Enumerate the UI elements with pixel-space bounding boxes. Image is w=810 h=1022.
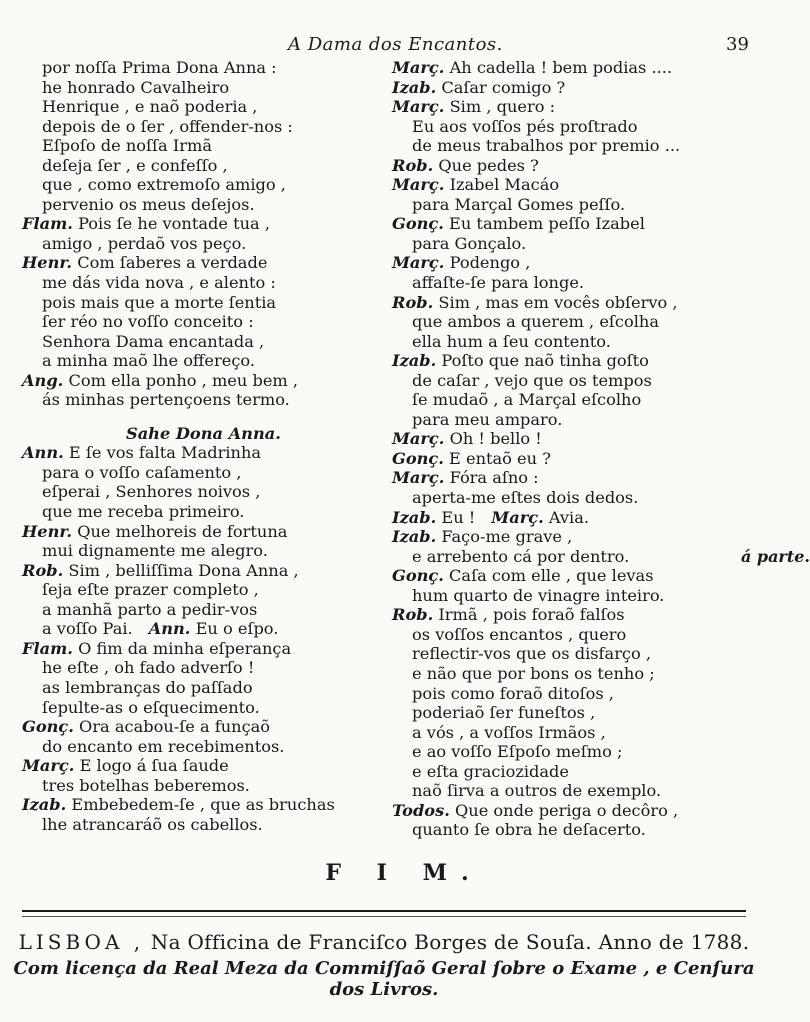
verse-text: a voſſo Pai. bbox=[42, 619, 133, 639]
speaker-name: Gonç. bbox=[22, 717, 74, 737]
verse-line bbox=[22, 698, 370, 718]
verse-text: Izabel Macáo bbox=[449, 175, 560, 195]
verse-text: para Marçal Gomes peſſo. bbox=[412, 194, 626, 214]
verse-line bbox=[22, 156, 370, 176]
verse-text: he eſte , oh fado adverſo ! bbox=[42, 658, 255, 678]
verse-line bbox=[392, 644, 764, 664]
verse-line bbox=[22, 234, 370, 254]
verse-text: he honrado Cavalheiro bbox=[42, 77, 230, 97]
speaker-name: Izab. bbox=[22, 795, 67, 815]
double-rule-thick bbox=[22, 910, 746, 912]
verse-line bbox=[392, 449, 764, 469]
verse-line bbox=[392, 488, 764, 508]
verse-line bbox=[392, 175, 764, 195]
speaker-name: Març. bbox=[392, 97, 445, 117]
speaker-name: Març. bbox=[392, 58, 445, 77]
verse-line bbox=[392, 97, 764, 117]
speaker-name: Henr. bbox=[22, 521, 73, 541]
licence-line: Com licença da Real Meza da Commiſſaõ Geral ſobre o Exame , e Cenſura dos Livros. bbox=[13, 958, 755, 1000]
verse-line bbox=[22, 273, 370, 293]
speaker-name: Gonç. bbox=[392, 214, 444, 234]
verse-text: do encanto em recebimentos. bbox=[42, 736, 285, 756]
verse-text: pois mais que a morte ſentia bbox=[42, 292, 277, 312]
verse-text: mui dignamente me alegro. bbox=[42, 541, 268, 561]
verse-line bbox=[22, 522, 370, 542]
verse-text: Que pedes ? bbox=[438, 155, 539, 175]
verse-line bbox=[392, 58, 764, 78]
verse-text: E ſe vos falta Madrinha bbox=[68, 443, 262, 463]
verse-text: Com ella ponho , meu bem , bbox=[68, 370, 299, 390]
verse-text: Pois ſe he vontade tua , bbox=[78, 214, 270, 234]
speaker-name: Izab. bbox=[392, 351, 437, 371]
verse-text: ella hum a ſeu contento. bbox=[412, 331, 611, 351]
verse-text: Eu o eſpo. bbox=[195, 619, 279, 639]
verse-line bbox=[22, 561, 370, 581]
verse-text: que , como extremoſo amigo , bbox=[42, 175, 286, 195]
verse-line bbox=[392, 195, 764, 215]
verse-text: E logo á ſua ſaude bbox=[79, 756, 229, 776]
verse-line bbox=[392, 625, 764, 645]
verse-line bbox=[22, 253, 370, 273]
verse-text: a manhã parto a pedir-vos bbox=[42, 599, 258, 619]
speaker-name: Rob. bbox=[392, 292, 434, 312]
verse-line bbox=[392, 684, 764, 704]
verse-line bbox=[22, 371, 370, 391]
verse-line bbox=[392, 332, 764, 352]
verse-line bbox=[392, 136, 764, 156]
end-mark: F I M. bbox=[325, 860, 483, 886]
speaker-name: Rob. bbox=[392, 605, 434, 625]
verse-text: aperta-me eſtes dois dedos. bbox=[412, 488, 639, 508]
verse-line bbox=[22, 795, 370, 815]
verse-text: Fóra aſno : bbox=[449, 468, 539, 488]
verse-line bbox=[392, 351, 764, 371]
verse-text: lhe atrancaráõ os cabellos. bbox=[42, 814, 263, 834]
double-rule-thin bbox=[22, 916, 746, 917]
verse-text: Sim , mas em vocês obſervo , bbox=[438, 292, 678, 312]
verse-text: hum quarto de vinagre inteiro. bbox=[412, 585, 665, 605]
speaker-name: Març. bbox=[22, 756, 75, 776]
verse-text: me dás vida nova , e alento : bbox=[42, 273, 276, 293]
verse-text: e não que por bons os tenho ; bbox=[412, 663, 655, 683]
verse-line bbox=[22, 541, 370, 561]
aside-direction: á parte. bbox=[740, 546, 810, 566]
verse-line bbox=[392, 781, 764, 801]
verse-text: ſe mudaõ , a Marçal eſcolho bbox=[412, 390, 642, 410]
imprint-year: Anno de 1788. bbox=[598, 930, 750, 954]
speaker-name: Març. bbox=[491, 507, 544, 527]
verse-line bbox=[22, 351, 370, 371]
speaker-name: Març. bbox=[392, 468, 445, 488]
speaker-name: Flam. bbox=[22, 638, 73, 658]
verse-line bbox=[392, 586, 764, 606]
verse-line bbox=[22, 482, 370, 502]
verse-text: Que onde periga o decôro , bbox=[455, 800, 679, 820]
verse-line bbox=[392, 762, 764, 782]
verse-line bbox=[22, 390, 370, 410]
running-title: A Dama dos Encantos. bbox=[288, 34, 503, 55]
verse-text: Com ſaberes a verdade bbox=[77, 253, 268, 273]
verse-line bbox=[392, 566, 764, 586]
verse-line bbox=[22, 815, 370, 835]
verse-text: os voſſos encantos , quero bbox=[412, 624, 627, 644]
verse-line bbox=[22, 195, 370, 215]
verse-line bbox=[22, 214, 370, 234]
verse-line bbox=[392, 703, 764, 723]
verse-text: tres botelhas beberemos. bbox=[42, 775, 250, 795]
verse-text: eſperai , Senhores noivos , bbox=[42, 482, 261, 502]
speaker-name: Rob. bbox=[392, 155, 434, 175]
verse-text: Irmã , pois foraõ falſos bbox=[438, 605, 625, 625]
verse-line bbox=[392, 546, 810, 567]
verse-line bbox=[392, 214, 764, 234]
verse-line bbox=[392, 293, 764, 313]
right-verse-column bbox=[392, 58, 810, 840]
verse-text: Podengo , bbox=[449, 253, 531, 273]
verse-text: Sim , quero : bbox=[449, 97, 556, 117]
verse-line bbox=[22, 293, 370, 313]
verse-line bbox=[22, 97, 370, 117]
verse-line bbox=[22, 58, 370, 78]
verse-text: affaſte-ſe para longe. bbox=[412, 273, 585, 293]
verse-line bbox=[392, 410, 764, 430]
verse-text: Poſto que naõ tinha goſto bbox=[441, 351, 649, 371]
verse-line bbox=[392, 312, 764, 332]
verse-text: Embebedem-ſe , que as bruchas bbox=[71, 795, 335, 815]
verse-text: Caſar comigo ? bbox=[441, 77, 566, 97]
verse-line bbox=[392, 390, 764, 410]
verse-text: ás minhas pertençoens termo. bbox=[42, 390, 290, 410]
verse-line bbox=[22, 443, 370, 463]
verse-line bbox=[22, 117, 370, 137]
verse-text: e eſta graciozidade bbox=[412, 761, 569, 781]
stanza-gap bbox=[22, 410, 370, 424]
speaker-name: Març. bbox=[392, 429, 445, 449]
verse-text: as lembranças do paſſado bbox=[42, 677, 253, 697]
verse-line bbox=[22, 312, 370, 332]
verse-line bbox=[22, 717, 370, 737]
verse-line bbox=[392, 742, 764, 762]
verse-text: e ao voſſo Eſpoſo meſmo ; bbox=[412, 742, 623, 762]
speaker-name: Març. bbox=[392, 175, 445, 195]
verse-text: e arrebento cá por dentro. bbox=[412, 546, 630, 566]
verse-line bbox=[392, 156, 764, 176]
verse-line bbox=[392, 371, 764, 391]
verse-text: pervenio os meus deſejos. bbox=[42, 194, 255, 214]
speaker-name: Ann. bbox=[22, 443, 64, 463]
verse-text: Eu aos voſſos pés proſtrado bbox=[412, 116, 638, 136]
stage-direction: Sahe Dona Anna. bbox=[126, 423, 281, 443]
verse-text: ſer réo no voſſo conceito : bbox=[42, 312, 254, 332]
speaker-name: Henr. bbox=[22, 253, 73, 273]
verse-text: amigo , perdaõ vos peço. bbox=[42, 233, 247, 253]
verse-line bbox=[22, 756, 370, 776]
verse-text: O fim da minha eſperança bbox=[78, 638, 292, 658]
speaker-name: Flam. bbox=[22, 214, 73, 234]
verse-line bbox=[22, 600, 370, 620]
verse-line bbox=[22, 136, 370, 156]
speaker-name: Izab. bbox=[392, 77, 437, 97]
left-verse-column bbox=[22, 58, 370, 834]
speaker-name: Izab. bbox=[392, 527, 437, 547]
verse-text: Sim , belliſſima Dona Anna , bbox=[68, 560, 299, 580]
verse-line bbox=[392, 801, 764, 821]
speaker-name: Todos. bbox=[392, 800, 450, 820]
verse-text: Oh ! bello ! bbox=[449, 429, 542, 449]
verse-line bbox=[392, 508, 764, 528]
verse-line bbox=[22, 639, 370, 659]
verse-line bbox=[392, 253, 764, 273]
verse-text: para Gonçalo. bbox=[412, 233, 527, 253]
imprint-printer: Na Officina de Franciſco Borges de Souſa. bbox=[150, 930, 592, 954]
imprint-city: LISBOA , bbox=[18, 930, 145, 954]
verse-line bbox=[22, 658, 370, 678]
verse-line bbox=[22, 619, 370, 639]
verse-text: a minha maõ lhe offereço. bbox=[42, 351, 256, 371]
verse-line bbox=[22, 78, 370, 98]
verse-line bbox=[392, 664, 764, 684]
verse-text: Eſpoſo de noſſa Irmã bbox=[42, 136, 212, 156]
verse-text: para meu amparo. bbox=[412, 409, 563, 429]
verse-text: naõ ſirva a outros de exemplo. bbox=[412, 781, 662, 801]
speaker-name: Ang. bbox=[22, 370, 64, 390]
verse-text: por noſſa Prima Dona Anna : bbox=[42, 58, 277, 77]
speaker-name: Gonç. bbox=[392, 448, 444, 468]
verse-line bbox=[392, 468, 764, 488]
verse-text: Caſa com elle , que levas bbox=[449, 566, 654, 586]
verse-text: Que melhoreis de fortuna bbox=[77, 521, 288, 541]
verse-text: Ah cadella ! bem podias .... bbox=[449, 58, 673, 77]
verse-text: pois como foraõ ditoſos , bbox=[412, 683, 614, 703]
verse-text: ſeja eſte prazer completo , bbox=[42, 580, 259, 600]
verse-line bbox=[392, 605, 764, 625]
verse-line bbox=[22, 332, 370, 352]
verse-line bbox=[22, 580, 370, 600]
verse-line bbox=[392, 820, 764, 840]
speaker-name: Rob. bbox=[22, 560, 64, 580]
verse-line bbox=[392, 234, 764, 254]
verse-line bbox=[392, 117, 764, 137]
verse-line bbox=[22, 463, 370, 483]
speaker-name: Izab. bbox=[392, 507, 437, 527]
verse-line bbox=[22, 175, 370, 195]
verse-text: deſeja ſer , e confeſſo , bbox=[42, 155, 228, 175]
verse-text: Henrique , e naõ poderia , bbox=[42, 97, 258, 117]
verse-text: de meus trabalhos por premio ... bbox=[412, 136, 681, 156]
verse-line bbox=[392, 527, 764, 547]
verse-line bbox=[392, 429, 764, 449]
verse-text: a vós , a voſſos Irmãos , bbox=[412, 722, 606, 742]
verse-text: E entaõ eu ? bbox=[449, 448, 551, 468]
verse-line bbox=[392, 273, 764, 293]
verse-text: Ora acabou-ſe a funçaõ bbox=[79, 717, 271, 737]
verse-line bbox=[22, 678, 370, 698]
verse-text: de caſar , vejo que os tempos bbox=[412, 370, 652, 390]
verse-text: que me receba primeiro. bbox=[42, 502, 245, 522]
imprint-line bbox=[0, 930, 768, 954]
verse-text: Faço-me grave , bbox=[441, 527, 573, 547]
verse-text: Avia. bbox=[548, 507, 590, 527]
verse-text: Eu tambem peſſo Izabel bbox=[449, 214, 645, 234]
verse-text: que ambos a querem , eſcolha bbox=[412, 312, 659, 332]
verse-line bbox=[22, 737, 370, 757]
verse-text: Senhora Dama encantada , bbox=[42, 331, 265, 351]
verse-line bbox=[22, 776, 370, 796]
speaker-name: Març. bbox=[392, 253, 445, 273]
verse-line bbox=[392, 723, 764, 743]
verse-text: depois de o ſer , offender-nos : bbox=[42, 116, 293, 136]
verse-line bbox=[22, 502, 370, 522]
verse-text: poderiaõ ſer funeſtos , bbox=[412, 703, 596, 723]
verse-text: para o voſſo caſamento , bbox=[42, 462, 242, 482]
verse-text: ſepulte-as o eſquecimento. bbox=[42, 697, 260, 717]
verse-line bbox=[392, 78, 764, 98]
verse-text: quanto ſe obra he deſacerto. bbox=[412, 820, 646, 840]
speaker-name: Ann. bbox=[148, 619, 191, 639]
verse-text: Eu ! bbox=[441, 507, 476, 527]
verse-text: reflectir-vos que os disfarço , bbox=[412, 644, 652, 664]
speaker-name: Gonç. bbox=[392, 566, 444, 586]
page-number: 39 bbox=[726, 34, 749, 55]
